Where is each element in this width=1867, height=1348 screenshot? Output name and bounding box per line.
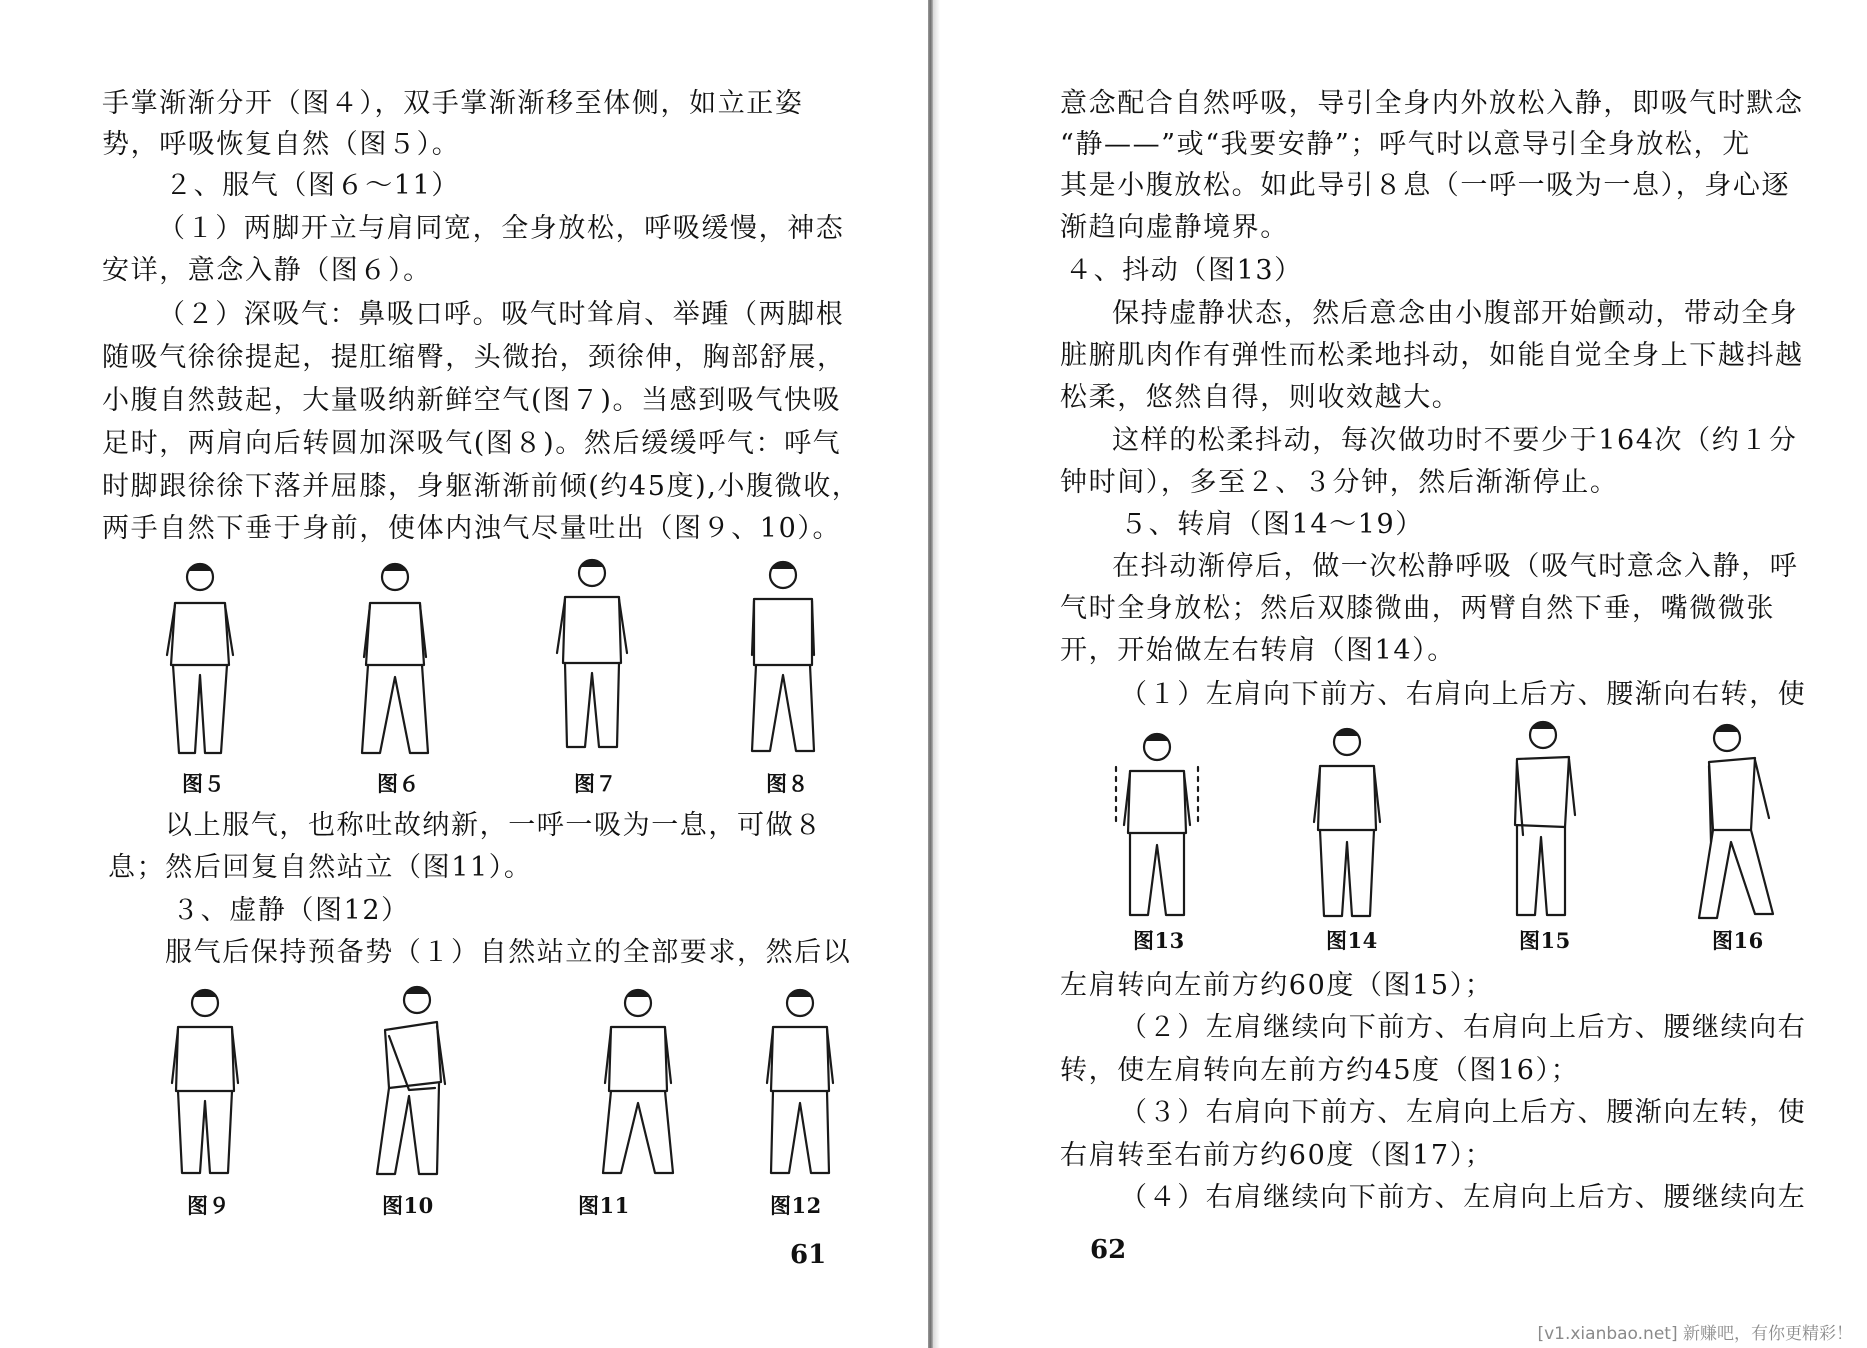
text-line: （２）深吸气：鼻吸口呼。吸气时耸肩、举踵（两脚根 (158, 299, 845, 330)
section-heading: ４、抖动（图13） (1065, 255, 1303, 286)
figure-16-illustration (1685, 718, 1785, 928)
text-line: （３）右肩向下前方、左肩向上后方、腰渐向左转，使 (1120, 1097, 1807, 1128)
page-number: 61 (790, 1240, 827, 1270)
section-heading: ３、虚静（图12） (172, 895, 410, 926)
text-line: 息；然后回复自然站立（图11）。 (108, 852, 533, 883)
figure-caption: 图10 (382, 1193, 434, 1218)
text-line: 松柔，悠然自得，则收效越大。 (1060, 382, 1461, 413)
text-line: 右肩转至右前方约60度（图17）； (1060, 1140, 1494, 1171)
section-heading: ２、服气（图６～11） (165, 170, 460, 201)
text-line: 其是小腹放松。如此导引８息（一呼一吸为一息），身心逐 (1060, 170, 1791, 201)
left-page (0, 0, 928, 1348)
text-line: 保持虚静状态，然后意念由小腹部开始颤动，带动全身 (1112, 298, 1799, 329)
text-line: 安详，意念入静（图６）。 (102, 255, 432, 286)
text-line: （２）左肩继续向下前方、右肩向上后方、腰继续向右 (1120, 1012, 1807, 1043)
figure-11-illustration (593, 983, 683, 1183)
figure-caption: 图５ (182, 771, 225, 796)
text-line: 手掌渐渐分开（图４），双手掌渐渐移至体侧，如立正姿 (102, 88, 804, 119)
text-line: 开，开始做左右转肩（图14）。 (1060, 635, 1456, 666)
figure-14-illustration (1302, 722, 1392, 927)
figure-caption: 图13 (1133, 928, 1185, 953)
figure-caption: 图14 (1326, 928, 1378, 953)
text-line: 脏腑肌肉作有弹性而松柔地抖动，如能自觉全身上下越抖越 (1060, 340, 1804, 371)
figure-caption: 图12 (770, 1193, 822, 1218)
text-line: 在抖动渐停后，做一次松静呼吸（吸气时意念入静，呼 (1112, 551, 1799, 582)
text-line: 随吸气徐徐提起，提肛缩臀，头微抬，颈徐伸，胸部舒展， (102, 342, 846, 373)
text-line: 势，呼吸恢复自然（图５）。 (102, 129, 461, 160)
figure-5-illustration (155, 555, 245, 760)
figure-caption: 图15 (1519, 928, 1571, 953)
figure-8-illustration (738, 555, 828, 760)
figure-caption: 图９ (187, 1193, 230, 1218)
section-heading: ５、转肩（图14～19） (1120, 509, 1424, 540)
text-line: （１）左肩向下前方、右肩向上后方、腰渐向右转，使 (1120, 679, 1807, 710)
page-number: 62 (1090, 1235, 1127, 1265)
text-line: 足时，两肩向后转圆加深吸气(图８)。然后缓缓呼气：呼气 (102, 428, 842, 459)
figure-caption: 图６ (377, 771, 420, 796)
figure-caption: 图11 (578, 1193, 630, 1218)
right-page (940, 0, 1867, 1348)
figure-13-illustration (1112, 727, 1202, 927)
text-line: 服气后保持预备势（１）自然站立的全部要求，然后以 (165, 937, 852, 968)
text-line: （１）两脚开立与肩同宽，全身放松，呼吸缓慢，神态 (158, 213, 845, 244)
text-line: 转，使左肩转向左前方约45度（图16）； (1060, 1055, 1580, 1086)
figure-caption: 图16 (1712, 928, 1764, 953)
figure-7-illustration (547, 555, 637, 760)
figure-caption: 图７ (574, 771, 617, 796)
text-line: 钟时间），多至２、３分钟，然后渐渐停止。 (1060, 467, 1619, 498)
figure-10-illustration (355, 978, 465, 1183)
figure-15-illustration (1495, 715, 1585, 925)
text-line: 时脚跟徐徐下落并屈膝，身躯渐渐前倾(约45度),小腹微收， (102, 471, 861, 502)
figure-12-illustration (755, 983, 845, 1183)
watermark-text: [v1.xianbao.net] 新赚吧，有你更精彩！ (1537, 1324, 1853, 1344)
figure-6-illustration (350, 555, 440, 760)
spine-shadow (933, 0, 940, 1348)
text-line: 这样的松柔抖动，每次做功时不要少于164次（约１分 (1112, 425, 1798, 456)
text-line: 气时全身放松；然后双膝微曲，两臂自然下垂，嘴微微张 (1060, 593, 1775, 624)
figure-9-illustration (160, 983, 250, 1183)
text-line: 意念配合自然呼吸，导引全身内外放松入静，即吸气时默念 (1060, 88, 1804, 119)
text-line: 以上服气，也称吐故纳新，一呼一吸为一息，可做８ (165, 810, 823, 841)
text-line: 小腹自然鼓起，大量吸纳新鲜空气(图７)。当感到吸气快吸 (102, 385, 842, 416)
text-line: 渐趋向虚静境界。 (1060, 212, 1289, 243)
text-line: 左肩转向左前方约60度（图15）； (1060, 970, 1494, 1001)
text-line: （４）右肩继续向下前方、左肩向上后方、腰继续向左 (1120, 1182, 1807, 1213)
figure-caption: 图８ (766, 771, 809, 796)
text-line: “静——”或“我要安静”；呼气时以意导引全身放松，尤 (1060, 129, 1751, 160)
text-line: 两手自然下垂于身前，使体内浊气尽量吐出（图９、10）。 (102, 513, 842, 544)
